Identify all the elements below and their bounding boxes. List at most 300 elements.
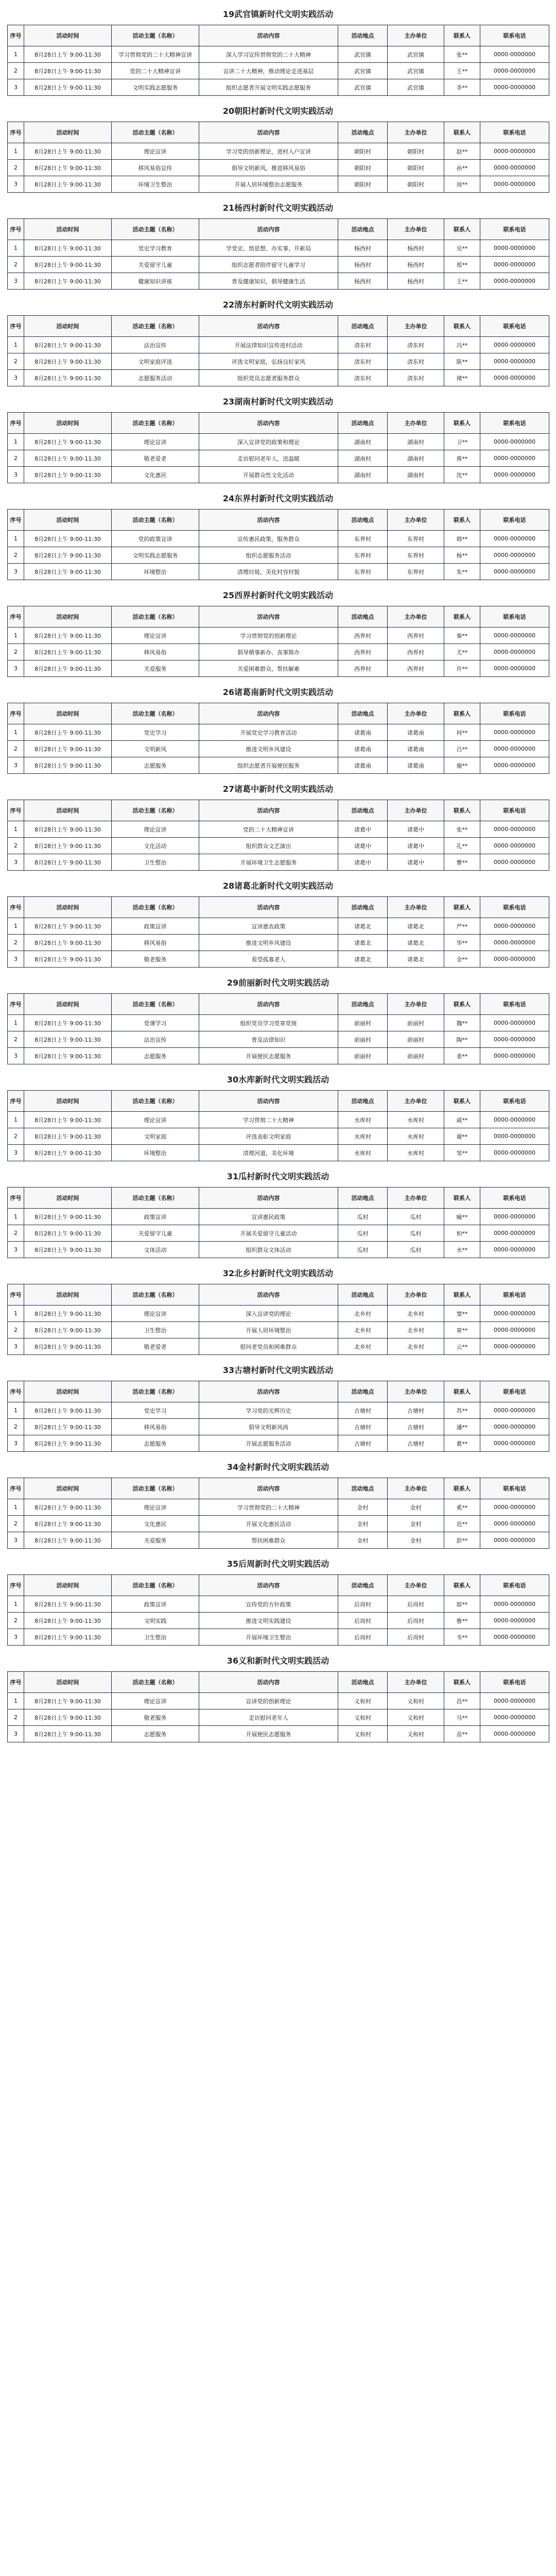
cell-phone: 0000-0000000: [480, 1242, 549, 1258]
header-location: 活动地点: [338, 1284, 388, 1306]
cell-phone: 0000-0000000: [480, 46, 549, 63]
header-idx: 序号: [8, 413, 24, 434]
cell-name: 志愿服务: [112, 1726, 199, 1742]
cell-time: 8月28日上午 9:00-11:30: [24, 757, 112, 774]
header-contact: 联系人: [444, 1284, 480, 1306]
cell-unit: 诸葛中: [388, 854, 444, 871]
cell-phone: 0000-0000000: [480, 935, 549, 951]
header-unit: 主办单位: [388, 1478, 444, 1499]
cell-phone: 0000-0000000: [480, 1338, 549, 1355]
cell-content: 清理垃圾，美化村容村貌: [199, 564, 338, 580]
cell-content: 深入学习宣传贯彻党的二十大精神: [199, 46, 338, 63]
activity-section: [7, 490, 549, 580]
cell-location: 金村: [338, 1532, 388, 1549]
cell-idx: 3: [8, 1726, 24, 1742]
cell-idx: 3: [8, 1629, 24, 1646]
header-time: 活动时间: [24, 1575, 112, 1596]
cell-location: 西界村: [338, 660, 388, 677]
cell-contact: 柏**: [444, 1225, 480, 1242]
cell-unit: 东界村: [388, 547, 444, 564]
header-unit: 主办单位: [388, 1575, 444, 1596]
cell-phone: 0000-0000000: [480, 370, 549, 386]
cell-phone: 0000-0000000: [480, 741, 549, 757]
cell-time: 8月28日上午 9:00-11:30: [24, 46, 112, 63]
cell-contact: 孔**: [444, 838, 480, 854]
activity-table: [7, 800, 549, 871]
activity-table: [7, 1090, 549, 1161]
cell-name: 文化惠民: [112, 1516, 199, 1532]
cell-content: 开展文化惠民活动: [199, 1516, 338, 1532]
table-header-row: [8, 413, 549, 434]
table-row: [8, 1499, 549, 1516]
table-row: [8, 1242, 549, 1258]
cell-location: 水库村: [338, 1128, 388, 1145]
cell-unit: 诸葛中: [388, 838, 444, 854]
cell-location: 水库村: [338, 1112, 388, 1128]
header-contact: 联系人: [444, 1381, 480, 1402]
header-time: 活动时间: [24, 1672, 112, 1693]
header-content: 活动内容: [199, 1672, 338, 1693]
cell-phone: 0000-0000000: [480, 79, 549, 96]
cell-content: 组织志愿者开展文明实践志愿服务: [199, 79, 338, 96]
section-title: 20朝阳村新时代文明实践活动: [222, 106, 334, 116]
cell-idx: 1: [8, 1209, 24, 1225]
header-name: 活动主题（名称）: [112, 122, 199, 143]
table-row: [8, 724, 549, 741]
cell-location: 瓜村: [338, 1225, 388, 1242]
cell-name: 移风易俗: [112, 935, 199, 951]
header-content: 活动内容: [199, 1381, 338, 1402]
header-idx: 序号: [8, 122, 24, 143]
header-unit: 主办单位: [388, 1381, 444, 1402]
header-location: 活动地点: [338, 800, 388, 821]
cell-idx: 2: [8, 838, 24, 854]
cell-unit: 水库村: [388, 1112, 444, 1128]
cell-phone: 0000-0000000: [480, 1322, 549, 1338]
cell-phone: 0000-0000000: [480, 257, 549, 273]
cell-contact: 尤**: [444, 644, 480, 660]
header-unit: 主办单位: [388, 510, 444, 531]
table-row: [8, 1402, 549, 1419]
cell-time: 8月28日上午 9:00-11:30: [24, 1402, 112, 1419]
cell-location: 诸葛北: [338, 935, 388, 951]
cell-time: 8月28日上午 9:00-11:30: [24, 467, 112, 483]
cell-phone: 0000-0000000: [480, 434, 549, 450]
cell-location: 东界村: [338, 547, 388, 564]
cell-time: 8月28日上午 9:00-11:30: [24, 1435, 112, 1452]
activity-section: [7, 1362, 549, 1452]
header-name: 活动主题（名称）: [112, 703, 199, 724]
table-row: [8, 757, 549, 774]
section-title: 33古塘村新时代文明实践活动: [222, 1365, 334, 1375]
cell-phone: 0000-0000000: [480, 1613, 549, 1629]
header-name: 活动主题（名称）: [112, 316, 199, 337]
table-row: [8, 918, 549, 935]
cell-location: 诸葛南: [338, 741, 388, 757]
cell-name: 文明实践志愿服务: [112, 547, 199, 564]
cell-contact: 韩**: [444, 531, 480, 547]
cell-location: 朝阳村: [338, 143, 388, 160]
header-idx: 序号: [8, 1091, 24, 1112]
cell-phone: 0000-0000000: [480, 854, 549, 871]
activity-table: [7, 25, 549, 96]
header-location: 活动地点: [338, 897, 388, 918]
cell-name: 理论宣讲: [112, 1499, 199, 1516]
cell-location: 后周村: [338, 1613, 388, 1629]
cell-idx: 2: [8, 353, 24, 370]
cell-phone: 0000-0000000: [480, 1596, 549, 1613]
cell-name: 理论宣讲: [112, 1112, 199, 1128]
cell-content: 组织志愿者陪伴留守儿童学习: [199, 257, 338, 273]
header-contact: 联系人: [444, 703, 480, 724]
cell-content: 走访慰问老年人: [199, 1709, 338, 1726]
cell-time: 8月28日上午 9:00-11:30: [24, 434, 112, 450]
cell-idx: 2: [8, 1031, 24, 1048]
header-content: 活动内容: [199, 510, 338, 531]
header-contact: 联系人: [444, 1478, 480, 1499]
cell-location: 北乡村: [338, 1322, 388, 1338]
cell-time: 8月28日上午 9:00-11:30: [24, 1225, 112, 1242]
cell-time: 8月28日上午 9:00-11:30: [24, 1322, 112, 1338]
header-name: 活动主题（名称）: [112, 897, 199, 918]
cell-content: 开展志愿服务活动: [199, 1435, 338, 1452]
cell-content: 宣讲党的创新理论: [199, 1693, 338, 1709]
header-name: 活动主题（名称）: [112, 1284, 199, 1306]
cell-contact: 韦**: [444, 1629, 480, 1646]
header-content: 活动内容: [199, 316, 338, 337]
cell-unit: 西界村: [388, 644, 444, 660]
cell-content: 宣讲惠民政策: [199, 1209, 338, 1225]
cell-time: 8月28日上午 9:00-11:30: [24, 1419, 112, 1435]
header-contact: 联系人: [444, 510, 480, 531]
header-location: 活动地点: [338, 1478, 388, 1499]
cell-time: 8月28日上午 9:00-11:30: [24, 935, 112, 951]
cell-phone: 0000-0000000: [480, 337, 549, 353]
cell-idx: 2: [8, 450, 24, 467]
cell-location: 西界村: [338, 644, 388, 660]
cell-time: 8月28日上午 9:00-11:30: [24, 160, 112, 176]
header-contact: 联系人: [444, 994, 480, 1015]
table-row: [8, 644, 549, 660]
header-time: 活动时间: [24, 897, 112, 918]
cell-idx: 1: [8, 46, 24, 63]
header-phone: 联系电话: [480, 122, 549, 143]
cell-time: 8月28日上午 9:00-11:30: [24, 1693, 112, 1709]
cell-content: 看望孤寡老人: [199, 951, 338, 968]
cell-content: 开展群众性文化活动: [199, 467, 338, 483]
cell-name: 敬老服务: [112, 1709, 199, 1726]
header-content: 活动内容: [199, 1575, 338, 1596]
table-header-row: [8, 122, 549, 143]
cell-time: 8月28日上午 9:00-11:30: [24, 644, 112, 660]
header-location: 活动地点: [338, 413, 388, 434]
header-content: 活动内容: [199, 703, 338, 724]
cell-location: 金村: [338, 1499, 388, 1516]
cell-time: 8月28日上午 9:00-11:30: [24, 1726, 112, 1742]
cell-phone: 0000-0000000: [480, 1419, 549, 1435]
header-time: 活动时间: [24, 219, 112, 240]
header-idx: 序号: [8, 219, 24, 240]
cell-time: 8月28日上午 9:00-11:30: [24, 450, 112, 467]
table-row: [8, 547, 549, 564]
cell-unit: 古塘村: [388, 1419, 444, 1435]
header-location: 活动地点: [338, 219, 388, 240]
cell-unit: 武官镇: [388, 63, 444, 79]
activity-section: [7, 1072, 549, 1161]
table-row: [8, 1209, 549, 1225]
cell-location: 清东村: [338, 353, 388, 370]
cell-name: 文明新风: [112, 741, 199, 757]
activity-section: [7, 200, 549, 290]
cell-name: 党史学习教育: [112, 240, 199, 257]
header-location: 活动地点: [338, 1091, 388, 1112]
cell-contact: 吴**: [444, 240, 480, 257]
cell-idx: 1: [8, 1402, 24, 1419]
header-phone: 联系电话: [480, 897, 549, 918]
header-content: 活动内容: [199, 1284, 338, 1306]
table-row: [8, 257, 549, 273]
cell-location: 诸葛中: [338, 821, 388, 838]
cell-time: 8月28日上午 9:00-11:30: [24, 1112, 112, 1128]
table-row: [8, 1693, 549, 1709]
cell-unit: 湖南村: [388, 467, 444, 483]
cell-time: 8月28日上午 9:00-11:30: [24, 1596, 112, 1613]
cell-time: 8月28日上午 9:00-11:30: [24, 547, 112, 564]
cell-idx: 2: [8, 1709, 24, 1726]
cell-content: 关爱困难群众，帮扶解难: [199, 660, 338, 677]
cell-phone: 0000-0000000: [480, 1499, 549, 1516]
section-title: 32北乡村新时代文明实践活动: [222, 1268, 334, 1278]
cell-contact: 葛**: [444, 1435, 480, 1452]
cell-unit: 诸葛北: [388, 918, 444, 935]
header-location: 活动地点: [338, 25, 388, 46]
header-phone: 联系电话: [480, 1575, 549, 1596]
cell-phone: 0000-0000000: [480, 1693, 549, 1709]
cell-phone: 0000-0000000: [480, 353, 549, 370]
header-unit: 主办单位: [388, 1284, 444, 1306]
cell-name: 学习贯彻党的二十大精神宣讲: [112, 46, 199, 63]
header-phone: 联系电话: [480, 510, 549, 531]
cell-unit: 水库村: [388, 1145, 444, 1161]
cell-location: 瓜村: [338, 1242, 388, 1258]
header-contact: 联系人: [444, 1188, 480, 1209]
activity-section: [7, 1265, 549, 1355]
cell-content: 组织群众文体活动: [199, 1242, 338, 1258]
cell-time: 8月28日上午 9:00-11:30: [24, 1516, 112, 1532]
header-contact: 联系人: [444, 413, 480, 434]
cell-location: 武官镇: [338, 79, 388, 96]
cell-idx: 1: [8, 821, 24, 838]
header-location: 活动地点: [338, 606, 388, 628]
table-header-row: [8, 1672, 549, 1693]
cell-unit: 武官镇: [388, 46, 444, 63]
cell-unit: 水库村: [388, 1128, 444, 1145]
cell-location: 湖南村: [338, 450, 388, 467]
cell-location: 诸葛北: [338, 951, 388, 968]
header-idx: 序号: [8, 703, 24, 724]
cell-contact: 卫**: [444, 434, 480, 450]
cell-location: 诸葛北: [338, 918, 388, 935]
cell-contact: 苏**: [444, 1402, 480, 1419]
cell-idx: 1: [8, 1596, 24, 1613]
cell-name: 环境卫生整治: [112, 176, 199, 193]
header-unit: 主办单位: [388, 413, 444, 434]
cell-name: 党史学习: [112, 724, 199, 741]
table-row: [8, 370, 549, 386]
cell-contact: 昌**: [444, 1693, 480, 1709]
cell-location: 杨西村: [338, 273, 388, 290]
cell-name: 文化惠民: [112, 467, 199, 483]
cell-time: 8月28日上午 9:00-11:30: [24, 337, 112, 353]
cell-location: 义和村: [338, 1726, 388, 1742]
cell-unit: 金村: [388, 1532, 444, 1549]
activity-table: [7, 1187, 549, 1258]
table-header-row: [8, 1478, 549, 1499]
header-time: 活动时间: [24, 703, 112, 724]
header-location: 活动地点: [338, 1575, 388, 1596]
activity-section: [7, 781, 549, 871]
cell-phone: 0000-0000000: [480, 1209, 549, 1225]
cell-content: 倡导文明新风，推进移风易俗: [199, 160, 338, 176]
cell-idx: 1: [8, 143, 24, 160]
table-header-row: [8, 800, 549, 821]
header-location: 活动地点: [338, 1672, 388, 1693]
cell-unit: 诸葛北: [388, 935, 444, 951]
table-row: [8, 1726, 549, 1742]
table-row: [8, 1048, 549, 1064]
cell-unit: 武官镇: [388, 79, 444, 96]
cell-time: 8月28日上午 9:00-11:30: [24, 918, 112, 935]
header-name: 活动主题（名称）: [112, 800, 199, 821]
cell-contact: 吕**: [444, 741, 480, 757]
header-content: 活动内容: [199, 413, 338, 434]
cell-time: 8月28日上午 9:00-11:30: [24, 838, 112, 854]
cell-content: 走访慰问老年人，送温暖: [199, 450, 338, 467]
table-row: [8, 935, 549, 951]
table-row: [8, 1613, 549, 1629]
cell-phone: 0000-0000000: [480, 1048, 549, 1064]
cell-content: 评选文明家庭，弘扬良好家风: [199, 353, 338, 370]
cell-name: 理论宣讲: [112, 143, 199, 160]
table-row: [8, 1112, 549, 1128]
cell-name: 政策宣讲: [112, 1596, 199, 1613]
cell-content: 深入宣讲党的理论: [199, 1306, 338, 1322]
header-idx: 序号: [8, 800, 24, 821]
cell-unit: 金村: [388, 1499, 444, 1516]
cell-phone: 0000-0000000: [480, 1726, 549, 1742]
header-time: 活动时间: [24, 1381, 112, 1402]
cell-location: 湖南村: [338, 434, 388, 450]
cell-location: 后周村: [338, 1596, 388, 1613]
cell-idx: 2: [8, 741, 24, 757]
cell-location: 清东村: [338, 370, 388, 386]
cell-idx: 3: [8, 1145, 24, 1161]
section-title: 26诸葛南新时代文明实践活动: [222, 687, 334, 697]
cell-contact: 潘**: [444, 1419, 480, 1435]
cell-content: 宣传惠民政策，服务群众: [199, 531, 338, 547]
cell-location: 武官镇: [338, 46, 388, 63]
cell-phone: 0000-0000000: [480, 1709, 549, 1726]
cell-time: 8月28日上午 9:00-11:30: [24, 1613, 112, 1629]
table-row: [8, 160, 549, 176]
cell-idx: 1: [8, 1112, 24, 1128]
cell-name: 关爱服务: [112, 1532, 199, 1549]
table-row: [8, 1516, 549, 1532]
cell-contact: 孙**: [444, 160, 480, 176]
cell-contact: 朱**: [444, 564, 480, 580]
cell-location: 前丽村: [338, 1048, 388, 1064]
cell-location: 后周村: [338, 1629, 388, 1646]
cell-phone: 0000-0000000: [480, 951, 549, 968]
cell-name: 党课学习: [112, 1015, 199, 1031]
cell-location: 瓜村: [338, 1209, 388, 1225]
cell-content: 学习党的创新理论，进村入户宣讲: [199, 143, 338, 160]
header-content: 活动内容: [199, 897, 338, 918]
cell-contact: 马**: [444, 1709, 480, 1726]
cell-location: 北乡村: [338, 1338, 388, 1355]
cell-time: 8月28日上午 9:00-11:30: [24, 1306, 112, 1322]
cell-contact: 张**: [444, 46, 480, 63]
cell-time: 8月28日上午 9:00-11:30: [24, 1338, 112, 1355]
cell-unit: 杨西村: [388, 257, 444, 273]
cell-phone: 0000-0000000: [480, 547, 549, 564]
cell-phone: 0000-0000000: [480, 918, 549, 935]
cell-content: 学习贯彻二十大精神: [199, 1112, 338, 1128]
header-phone: 联系电话: [480, 1284, 549, 1306]
cell-contact: 曹**: [444, 854, 480, 871]
cell-unit: 古塘村: [388, 1402, 444, 1419]
cell-time: 8月28日上午 9:00-11:30: [24, 1015, 112, 1031]
header-phone: 联系电话: [480, 219, 549, 240]
cell-contact: 褚**: [444, 370, 480, 386]
activity-section: [7, 297, 549, 386]
header-name: 活动主题（名称）: [112, 1188, 199, 1209]
table-row: [8, 450, 549, 467]
header-unit: 主办单位: [388, 1091, 444, 1112]
cell-time: 8月28日上午 9:00-11:30: [24, 1048, 112, 1064]
cell-unit: 杨西村: [388, 273, 444, 290]
cell-contact: 云**: [444, 1338, 480, 1355]
cell-unit: 清东村: [388, 337, 444, 353]
cell-contact: 许**: [444, 660, 480, 677]
table-row: [8, 1322, 549, 1338]
cell-time: 8月28日上午 9:00-11:30: [24, 176, 112, 193]
cell-unit: 湖南村: [388, 450, 444, 467]
activity-table: [7, 412, 549, 483]
table-header-row: [8, 510, 549, 531]
cell-name: 党的政策宣讲: [112, 531, 199, 547]
cell-location: 前丽村: [338, 1015, 388, 1031]
cell-content: 开展环境卫生整治: [199, 1629, 338, 1646]
cell-idx: 2: [8, 1322, 24, 1338]
cell-time: 8月28日上午 9:00-11:30: [24, 1709, 112, 1726]
cell-unit: 东界村: [388, 564, 444, 580]
cell-content: 推进文明乡风建设: [199, 935, 338, 951]
header-idx: 序号: [8, 1284, 24, 1306]
cell-content: 深入宣讲党的政策和理论: [199, 434, 338, 450]
table-row: [8, 1419, 549, 1435]
cell-content: 组织党员志愿者服务群众: [199, 370, 338, 386]
cell-time: 8月28日上午 9:00-11:30: [24, 741, 112, 757]
cell-idx: 1: [8, 337, 24, 353]
cell-idx: 1: [8, 1499, 24, 1516]
table-header-row: [8, 1575, 549, 1596]
cell-contact: 秦**: [444, 628, 480, 644]
table-row: [8, 951, 549, 968]
cell-contact: 喻**: [444, 1209, 480, 1225]
cell-idx: 1: [8, 724, 24, 741]
cell-name: 卫生整治: [112, 854, 199, 871]
